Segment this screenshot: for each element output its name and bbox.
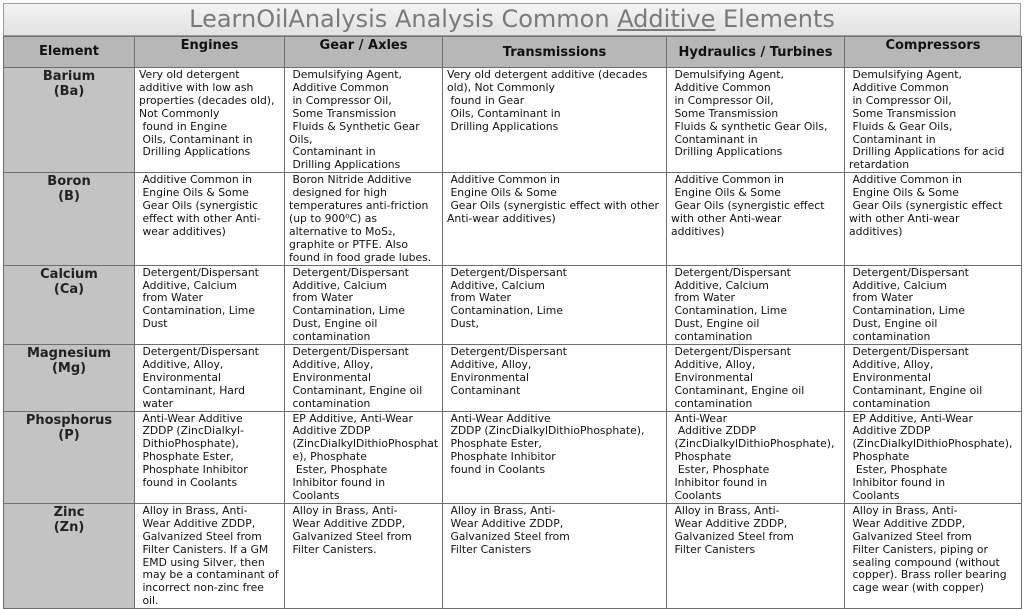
- element-symbol: (Ca): [53, 281, 85, 297]
- element-cell: [4, 345, 135, 412]
- cell-gear-axles: Detergent/Dispersant Additive, Calcium from Water Contamination, Lime Dust, Engine oil contamination: [285, 265, 443, 344]
- cell-gear-axles: Boron Nitride Additive designed for high temperatures anti-friction (up to 900⁰C) as alternative to MoS₂, graphite or PTFE. Also found in food grade lubes.: [285, 173, 443, 265]
- element-symbol: (Zn): [53, 519, 85, 535]
- cell-gear-axles: Detergent/Dispersant Additive, Alloy, Environmental Contaminant, Engine oil contamination: [285, 345, 443, 412]
- element-symbol: (Ba): [53, 84, 85, 99]
- header-gear-axles: Gear / Axles: [285, 37, 443, 68]
- cell-compressors: Demulsifying Agent, Additive Common in Compressor Oil, Some Transmission Fluids & Gear Oils, Contaminant in Drilling Applications for acid retardation: [845, 68, 1022, 173]
- element-name: Zinc: [53, 504, 85, 520]
- cell-engines: Additive Common in Engine Oils & Some Gear Oils (synergistic effect with other Anti- wear additives): [135, 173, 285, 265]
- element-symbol: (B): [58, 189, 80, 205]
- cell-engines: Detergent/Dispersant Additive, Alloy, Environmental Contaminant, Hard water: [135, 345, 285, 412]
- table-row-boron: [4, 173, 1022, 265]
- cell-transmissions: Detergent/Dispersant Additive, Calcium from Water Contamination, Lime Dust,: [443, 265, 667, 344]
- cell-transmissions: Detergent/Dispersant Additive, Alloy, Environmental Contaminant: [443, 345, 667, 412]
- title-underlined-word: Additive: [617, 5, 716, 33]
- cell-hydraulics-turbines: Detergent/Dispersant Additive, Alloy, Environmental Contaminant, Engine oil contamination: [667, 345, 845, 412]
- header-hydraulics-turbines: Hydraulics / Turbines: [667, 37, 845, 68]
- cell-hydraulics-turbines: Alloy in Brass, Anti- Wear Additive ZDDP, Galvanized Steel from Filter Canisters: [667, 503, 845, 608]
- element-name: Barium: [42, 69, 96, 84]
- page-title: [3, 3, 1021, 36]
- table-row-zinc: [4, 503, 1022, 608]
- element-cell: [4, 68, 135, 173]
- table-row-phosphorus: [4, 411, 1022, 503]
- cell-compressors: Additive Common in Engine Oils & Some Gear Oils (synergistic effect with other Anti-wear additives): [845, 173, 1022, 265]
- cell-compressors: Alloy in Brass, Anti- Wear Additive ZDDP, Galvanized Steel from Filter Canisters, piping or sealing compound (without copper). Brass roller bearing cage wear (with copper): [845, 503, 1022, 608]
- table-row-barium: [4, 68, 1022, 173]
- cell-compressors: Detergent/Dispersant Additive, Calcium from Water Contamination, Lime Dust, Engine oil contamination: [845, 265, 1022, 344]
- cell-engines: Alloy in Brass, Anti- Wear Additive ZDDP, Galvanized Steel from Filter Canisters. If a GM EMD using Silver, then may be a contaminant of incorrect non-zinc free oil.: [135, 503, 285, 608]
- title-text-end: Elements: [715, 5, 835, 33]
- cell-transmissions: Alloy in Brass, Anti- Wear Additive ZDDP, Galvanized Steel from Filter Canisters: [443, 503, 667, 608]
- cell-engines: Very old detergent additive with low ash properties (decades old), Not Commonly found in Engine Oils, Contaminant in Drilling Applications: [135, 68, 285, 173]
- cell-gear-axles: Alloy in Brass, Anti- Wear Additive ZDDP, Galvanized Steel from Filter Canisters.: [285, 503, 443, 608]
- header-element: Element: [4, 37, 135, 68]
- element-cell: [4, 173, 135, 265]
- table-row-calcium: [4, 265, 1022, 344]
- cell-gear-axles: EP Additive, Anti-Wear Additive ZDDP (ZincDialkylDithioPhosphat e), Phosphate Ester, Phosphate Inhibitor found in Coolants: [285, 411, 443, 503]
- cell-gear-axles: Demulsifying Agent, Additive Common in Compressor Oil, Some Transmission Fluids & Synthetic Gear Oils, Contaminant in Drilling Applications: [285, 68, 443, 173]
- title-text-start: LearnOilAnalysis Analysis Common: [189, 5, 618, 33]
- cell-engines: Anti-Wear Additive ZDDP (ZincDialkyl- DithioPhosphate), Phosphate Ester, Phosphate Inhibitor found in Coolants: [135, 411, 285, 503]
- cell-engines: Detergent/Dispersant Additive, Calcium from Water Contamination, Lime Dust: [135, 265, 285, 344]
- page: [3, 3, 1021, 607]
- header-row: [4, 37, 1022, 68]
- cell-transmissions: Anti-Wear Additive ZDDP (ZincDialkylDithioPhosphate), Phosphate Ester, Phosphate Inhibitor found in Coolants: [443, 411, 667, 503]
- element-symbol: (P): [58, 427, 80, 443]
- element-name: Calcium: [40, 266, 98, 282]
- cell-compressors: Detergent/Dispersant Additive, Alloy, Environmental Contaminant, Engine oil contamination: [845, 345, 1022, 412]
- additive-elements-table: [3, 36, 1022, 609]
- element-name: Magnesium: [26, 346, 112, 362]
- element-name: Boron: [47, 174, 91, 190]
- cell-compressors: EP Additive, Anti-Wear Additive ZDDP (ZincDialkylDithioPhosphate), Phosphate Ester, Phosphate Inhibitor found in Coolants: [845, 411, 1022, 503]
- element-cell: [4, 503, 135, 608]
- cell-hydraulics-turbines: Anti-Wear Additive ZDDP (ZincDialkylDithioPhosphate), Phosphate Ester, Phosphate Inhibitor found in Coolants: [667, 411, 845, 503]
- cell-hydraulics-turbines: Detergent/Dispersant Additive, Calcium from Water Contamination, Lime Dust, Engine oil contamination: [667, 265, 845, 344]
- cell-hydraulics-turbines: Additive Common in Engine Oils & Some Gear Oils (synergistic effect with other Anti-wear additives): [667, 173, 845, 265]
- header-compressors: Compressors: [845, 37, 1022, 68]
- header-engines: Engines: [135, 37, 285, 68]
- element-name: Phosphorus: [25, 412, 113, 428]
- cell-transmissions: Very old detergent additive (decades old), Not Commonly found in Gear Oils, Contaminant in Drilling Applications: [443, 68, 667, 173]
- table-row-magnesium: [4, 345, 1022, 412]
- element-cell: [4, 265, 135, 344]
- header-transmissions: Transmissions: [443, 37, 667, 68]
- cell-transmissions: Additive Common in Engine Oils & Some Gear Oils (synergistic effect with other Anti-wear additives): [443, 173, 667, 265]
- element-symbol: (Mg): [51, 361, 87, 377]
- element-cell: [4, 411, 135, 503]
- cell-hydraulics-turbines: Demulsifying Agent, Additive Common in Compressor Oil, Some Transmission Fluids & synthetic Gear Oils, Contaminant in Drilling Applications: [667, 68, 845, 173]
